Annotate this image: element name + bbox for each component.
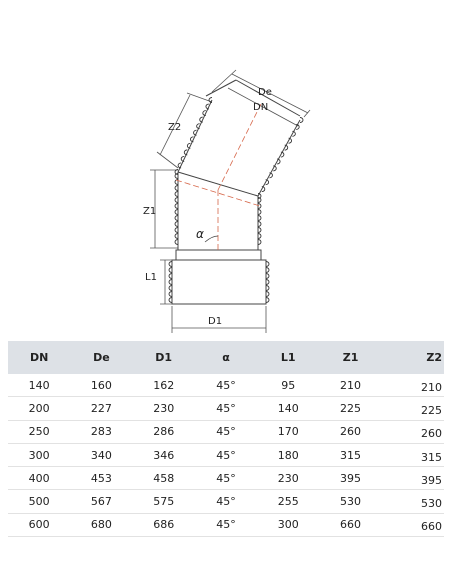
label-l1: L1 xyxy=(145,272,157,283)
column-header-d1: D1 xyxy=(133,341,195,374)
table-cell: 530 xyxy=(382,490,444,513)
dimension-lines xyxy=(150,70,310,333)
table-row xyxy=(8,490,444,513)
label-alpha: α xyxy=(196,227,204,241)
table-cell: 315 xyxy=(382,443,444,466)
column-header-dn: DN xyxy=(8,341,70,374)
column-header-z2: Z2 xyxy=(382,341,444,374)
table-cell: 395 xyxy=(382,467,444,490)
table-cell: 255 xyxy=(257,490,319,513)
table-cell: 170 xyxy=(257,420,319,443)
table-row xyxy=(8,443,444,466)
label-z1: Z1 xyxy=(143,206,157,217)
table-cell: 500 xyxy=(8,490,70,513)
table-cell: 140 xyxy=(8,374,70,397)
table-cell: 600 xyxy=(8,513,70,536)
specifications-table xyxy=(8,341,444,537)
elbow-outline xyxy=(172,80,300,304)
table-cell: 660 xyxy=(319,513,381,536)
table-cell: 45° xyxy=(195,467,257,490)
table-cell: 395 xyxy=(319,467,381,490)
table-cell: 340 xyxy=(70,443,132,466)
table-cell: 575 xyxy=(133,490,195,513)
table-cell: 45° xyxy=(195,397,257,420)
table-cell: 140 xyxy=(257,397,319,420)
table-cell: 225 xyxy=(319,397,381,420)
table-cell: 300 xyxy=(257,513,319,536)
column-header-z1: Z1 xyxy=(319,341,381,374)
table-cell: 200 xyxy=(8,397,70,420)
table-header-row xyxy=(8,341,444,374)
table-cell: 225 xyxy=(382,397,444,420)
table-cell: 283 xyxy=(70,420,132,443)
table-cell: 260 xyxy=(319,420,381,443)
label-dn: DN xyxy=(253,102,269,113)
rib xyxy=(300,118,303,123)
table-cell: 458 xyxy=(133,467,195,490)
table-cell: 346 xyxy=(133,443,195,466)
table-row xyxy=(8,374,444,397)
table-cell: 300 xyxy=(8,443,70,466)
table-cell: 162 xyxy=(133,374,195,397)
table-cell: 45° xyxy=(195,374,257,397)
table-cell: 680 xyxy=(70,513,132,536)
label-de: De xyxy=(258,87,272,98)
table-cell: 686 xyxy=(133,513,195,536)
table-cell: 567 xyxy=(70,490,132,513)
table-row xyxy=(8,467,444,490)
table-row xyxy=(8,513,444,536)
table-cell: 45° xyxy=(195,443,257,466)
table-cell: 250 xyxy=(8,420,70,443)
table-cell: 210 xyxy=(382,374,444,397)
corrugation-ribs xyxy=(169,98,303,303)
table-cell: 230 xyxy=(133,397,195,420)
table-cell: 45° xyxy=(195,420,257,443)
table-cell: 45° xyxy=(195,513,257,536)
table-cell: 400 xyxy=(8,467,70,490)
table-cell: 227 xyxy=(70,397,132,420)
table-cell: 230 xyxy=(257,467,319,490)
table-cell: 260 xyxy=(382,420,444,443)
table-cell: 315 xyxy=(319,443,381,466)
table-cell: 45° xyxy=(195,490,257,513)
angle-arc xyxy=(205,236,218,242)
center-axis xyxy=(176,102,262,250)
table-cell: 210 xyxy=(319,374,381,397)
label-z2: Z2 xyxy=(168,122,182,133)
table-cell: 95 xyxy=(257,374,319,397)
column-header-l1: L1 xyxy=(257,341,319,374)
column-header-alpha: α xyxy=(195,341,257,374)
table-cell: 286 xyxy=(133,420,195,443)
table-cell: 530 xyxy=(319,490,381,513)
table-cell: 453 xyxy=(70,467,132,490)
column-header-de: De xyxy=(70,341,132,374)
label-d1: D1 xyxy=(208,316,223,327)
table-row xyxy=(8,397,444,420)
table-cell: 160 xyxy=(70,374,132,397)
table-cell: 180 xyxy=(257,443,319,466)
table-cell: 660 xyxy=(382,513,444,536)
table-row xyxy=(8,420,444,443)
